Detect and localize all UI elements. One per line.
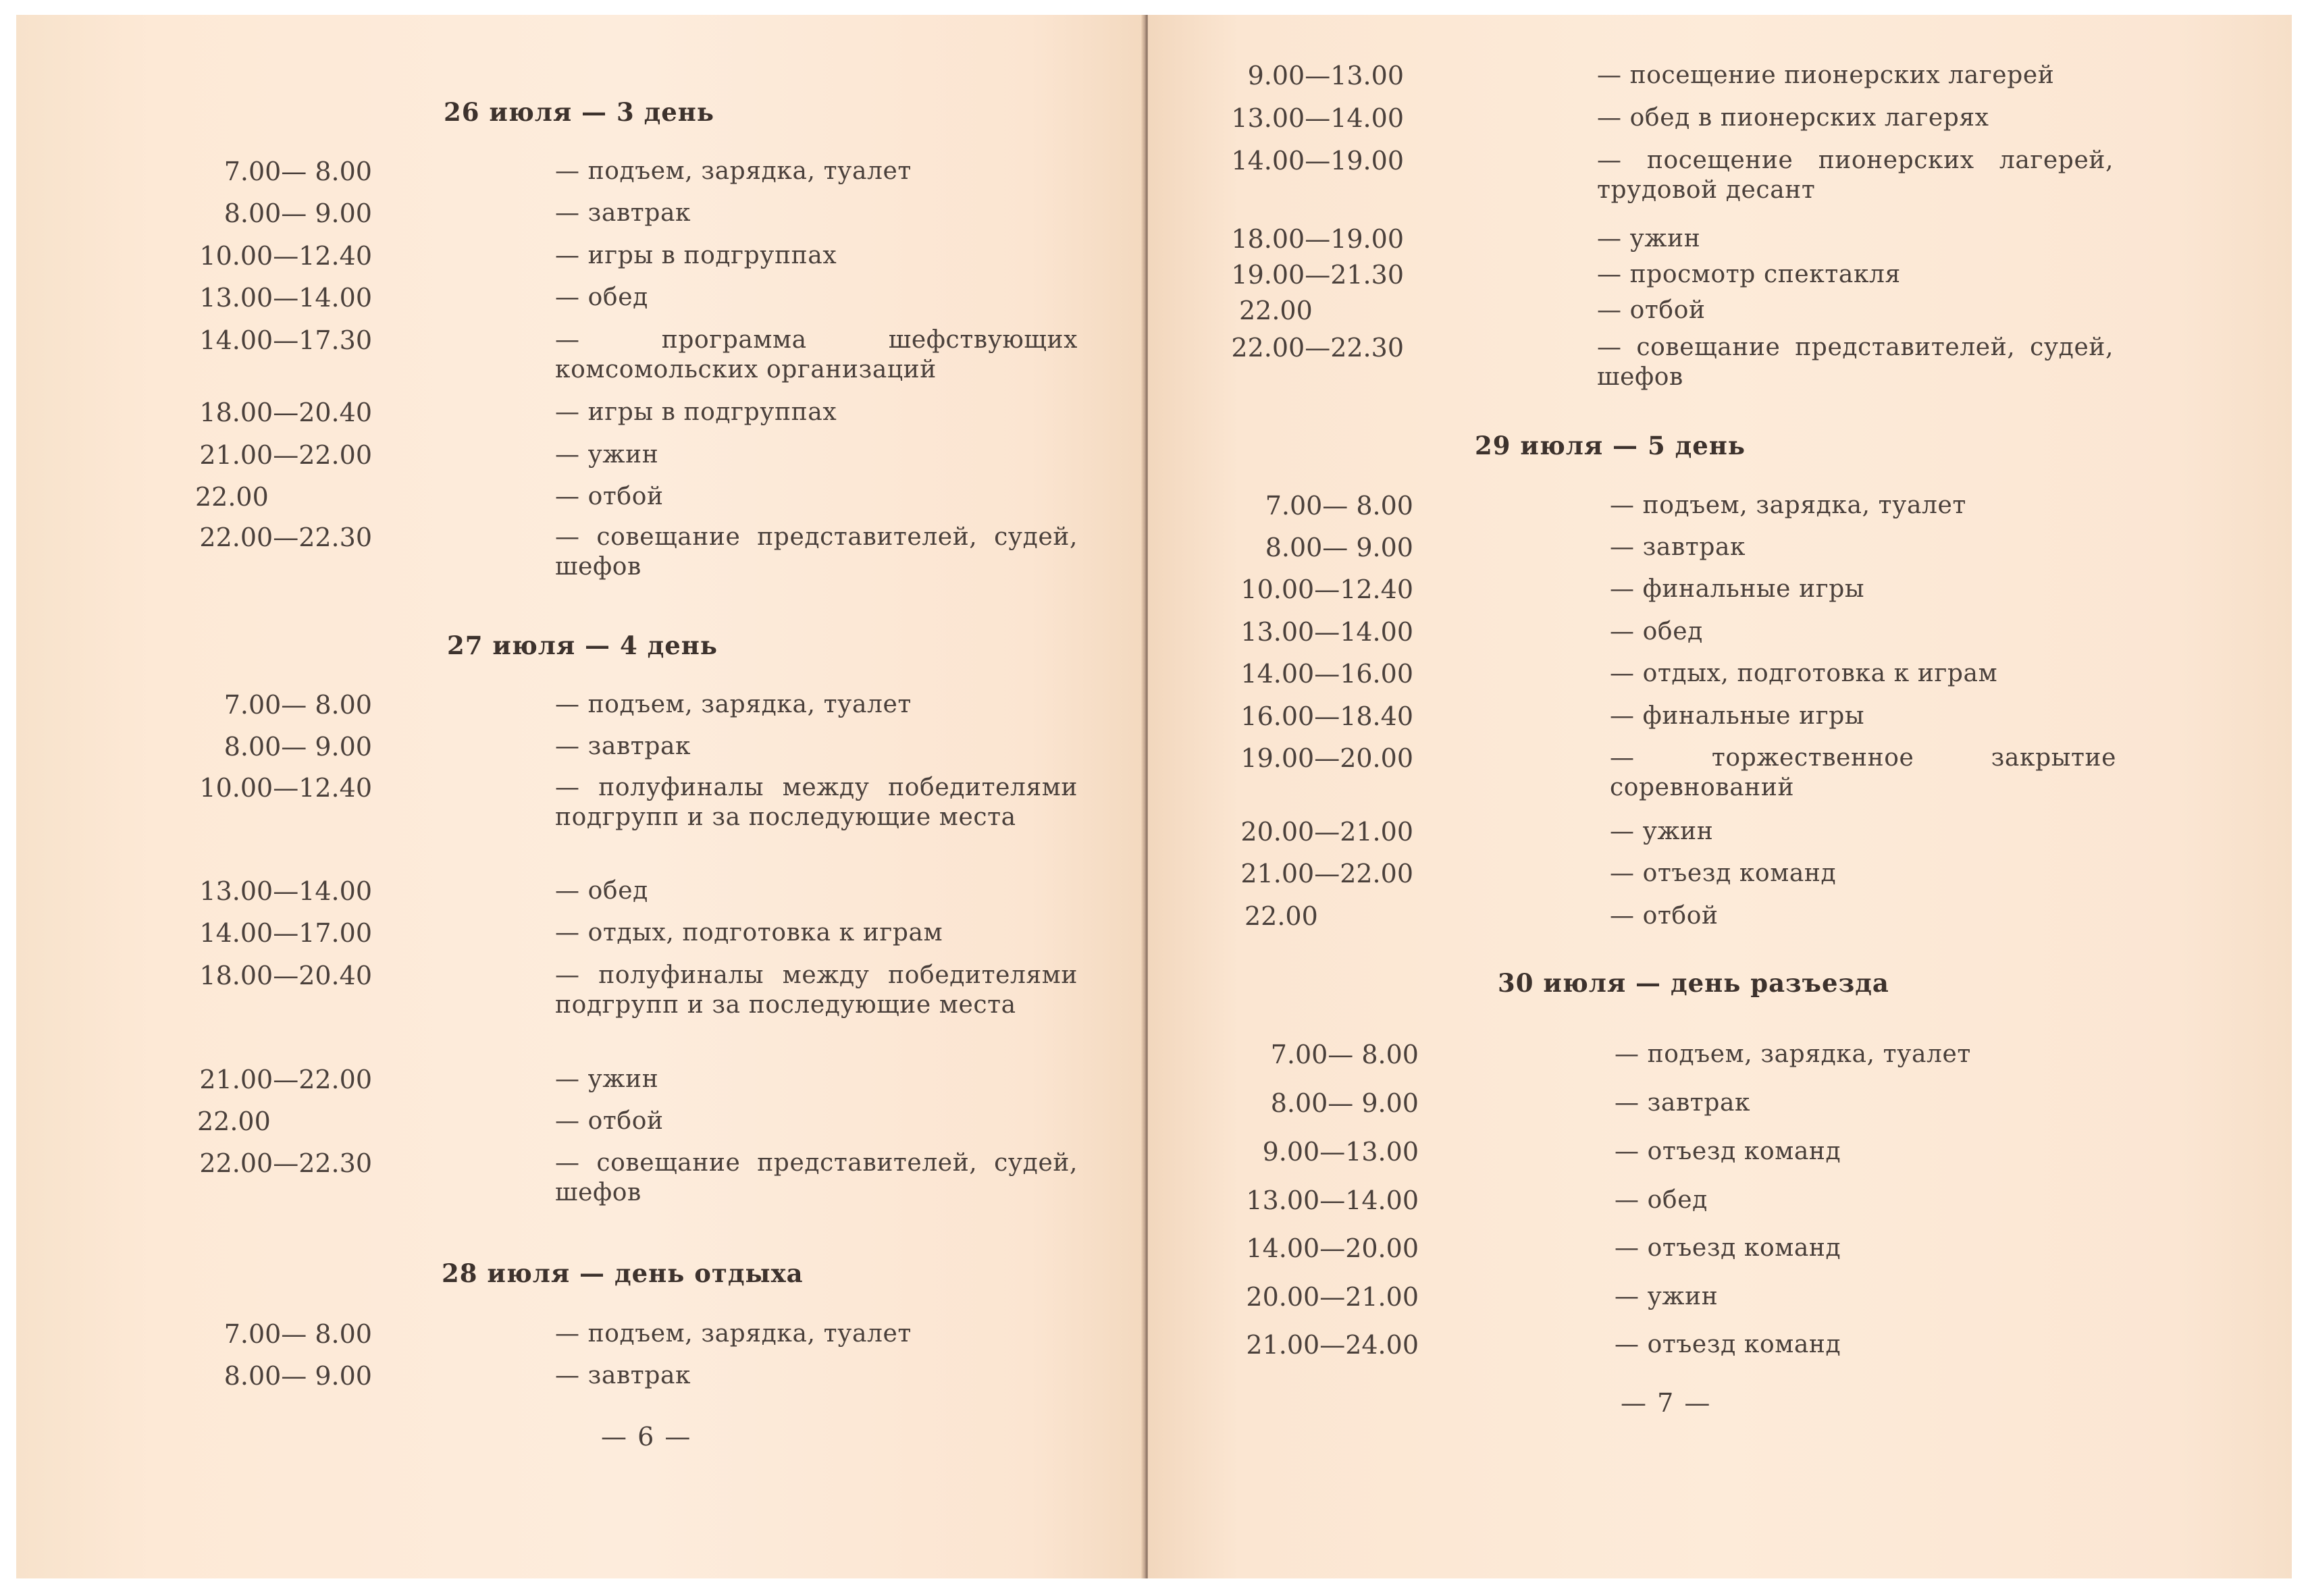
time-range: 22.00—22.30	[199, 523, 372, 552]
time-range: 7.00— 8.00	[224, 690, 372, 720]
time-range: 22.00	[195, 482, 269, 512]
time-range: 7.00— 8.00	[224, 1319, 372, 1349]
activity: — отбой	[555, 483, 664, 510]
activity: — совещание представителей, судей, шефов	[1597, 334, 2114, 391]
day-heading-july-26: 26 июля — 3 день	[444, 97, 714, 127]
activity: — программа шефствующих комсомольских организаций	[555, 326, 1078, 383]
time-range: 20.00—21.00	[1240, 817, 1413, 847]
activity: — обед	[555, 284, 648, 311]
activity: — обед в пионерских лагерях	[1597, 104, 1989, 132]
left-page	[16, 15, 1144, 1578]
activity: — игры в подгруппах	[555, 242, 837, 269]
activity: — посещение пионерских лагерей	[1597, 61, 2055, 89]
time-range: 9.00—13.00	[1262, 1137, 1419, 1167]
time-range: 19.00—20.00	[1240, 743, 1413, 773]
activity: — полуфиналы между победителями подгрупп и за последующие места	[555, 961, 1078, 1019]
activity: — обед	[1610, 618, 1703, 645]
time-range: 8.00— 9.00	[224, 1361, 372, 1391]
activity: — торжественное закрытие соревнований	[1610, 744, 2116, 801]
activity: — отъезд команд	[1615, 1234, 1841, 1262]
time-range: 9.00—13.00	[1247, 61, 1404, 90]
activity: — подъем, зарядка, туалет	[1610, 491, 1966, 519]
time-range: 21.00—24.00	[1246, 1330, 1419, 1360]
activity: — отъезд команд	[1615, 1138, 1841, 1165]
time-range: 14.00—20.00	[1246, 1233, 1419, 1263]
time-range: 14.00—19.00	[1231, 146, 1404, 176]
time-range: 14.00—17.30	[199, 325, 372, 355]
time-range: 22.00—22.30	[199, 1148, 372, 1178]
activity: — отдых, подготовка к играм	[555, 919, 943, 947]
activity: — завтрак	[1615, 1089, 1751, 1117]
activity: — финальные игры	[1610, 575, 1865, 603]
time-range: 7.00— 8.00	[1270, 1040, 1419, 1069]
time-range: 18.00—20.40	[199, 398, 372, 427]
activity: — завтрак	[555, 1362, 691, 1389]
time-range: 8.00— 9.00	[224, 198, 372, 228]
activity: — отъезд команд	[1610, 859, 1837, 887]
activity: — обед	[555, 877, 648, 905]
time-range: 10.00—12.40	[1240, 575, 1413, 604]
time-range: 22.00	[1244, 901, 1318, 931]
time-range: 22.00—22.30	[1231, 333, 1404, 363]
time-range: 22.00	[197, 1107, 271, 1136]
time-range: 13.00—14.00	[199, 283, 372, 313]
time-range: 21.00—22.00	[199, 440, 372, 470]
time-range: 14.00—16.00	[1240, 659, 1413, 689]
page-number: — 7 —	[1621, 1388, 1712, 1418]
activity: — просмотр спектакля	[1597, 261, 1901, 288]
time-range: 19.00—21.30	[1231, 260, 1404, 290]
activity: — ужин	[555, 1065, 659, 1093]
activity: — завтрак	[1610, 533, 1746, 561]
time-range: 18.00—19.00	[1231, 224, 1404, 254]
page-number: — 6 —	[601, 1422, 692, 1452]
time-range: 8.00— 9.00	[224, 732, 372, 762]
time-range: 13.00—14.00	[1246, 1186, 1419, 1215]
activity: — ужин	[555, 441, 659, 469]
time-range: 18.00—20.40	[199, 961, 372, 990]
right-page	[1148, 15, 2292, 1578]
activity: — отбой	[1610, 902, 1719, 930]
activity: — ужин	[1615, 1283, 1719, 1310]
activity: — подъем, зарядка, туалет	[555, 1320, 912, 1348]
time-range: 21.00—22.00	[1240, 859, 1413, 888]
activity: — посещение пионерских лагерей, трудовой десант	[1597, 147, 2114, 204]
activity: — финальные игры	[1610, 702, 1865, 730]
activity: — отдых, подготовка к играм	[1610, 660, 1998, 687]
time-range: 22.00	[1239, 296, 1313, 325]
activity: — совещание представителей, судей, шефов	[555, 523, 1078, 581]
time-range: 8.00— 9.00	[1265, 533, 1413, 562]
activity: — отъезд команд	[1615, 1331, 1841, 1358]
activity: — ужин	[1610, 818, 1714, 845]
activity: — подъем, зарядка, туалет	[1615, 1040, 1971, 1068]
activity: — игры в подгруппах	[555, 398, 837, 426]
day-heading-july-29: 29 июля — 5 день	[1475, 431, 1746, 460]
time-range: 13.00—14.00	[1231, 103, 1404, 133]
day-heading-july-30: 30 июля — день разъезда	[1498, 968, 1889, 998]
time-range: 8.00— 9.00	[1270, 1088, 1419, 1118]
day-heading-july-28: 28 июля — день отдыха	[442, 1258, 804, 1288]
time-range: 21.00—22.00	[199, 1065, 372, 1094]
activity: — отбой	[555, 1107, 664, 1135]
activity: — завтрак	[555, 199, 691, 227]
time-range: 14.00—17.00	[199, 918, 372, 948]
activity: — обед	[1615, 1186, 1708, 1214]
time-range: 13.00—14.00	[1240, 617, 1413, 647]
activity: — подъем, зарядка, туалет	[555, 691, 912, 718]
time-range: 16.00—18.40	[1240, 701, 1413, 731]
time-range: 10.00—12.40	[199, 773, 372, 803]
activity: — полуфиналы между победителями подгрупп и за последующие места	[555, 774, 1078, 831]
time-range: 7.00— 8.00	[1265, 491, 1413, 521]
activity: — ужин	[1597, 225, 1701, 252]
open-booklet	[16, 15, 2292, 1578]
time-range: 13.00—14.00	[199, 876, 372, 906]
activity: — подъем, зарядка, туалет	[555, 157, 912, 185]
time-range: 20.00—21.00	[1246, 1282, 1419, 1312]
time-range: 7.00— 8.00	[224, 157, 372, 186]
time-range: 10.00—12.40	[199, 241, 372, 271]
day-heading-july-27: 27 июля — 4 день	[447, 631, 718, 660]
activity: — завтрак	[555, 733, 691, 760]
activity: — совещание представителей, судей, шефов	[555, 1149, 1078, 1206]
activity: — отбой	[1597, 296, 1706, 324]
